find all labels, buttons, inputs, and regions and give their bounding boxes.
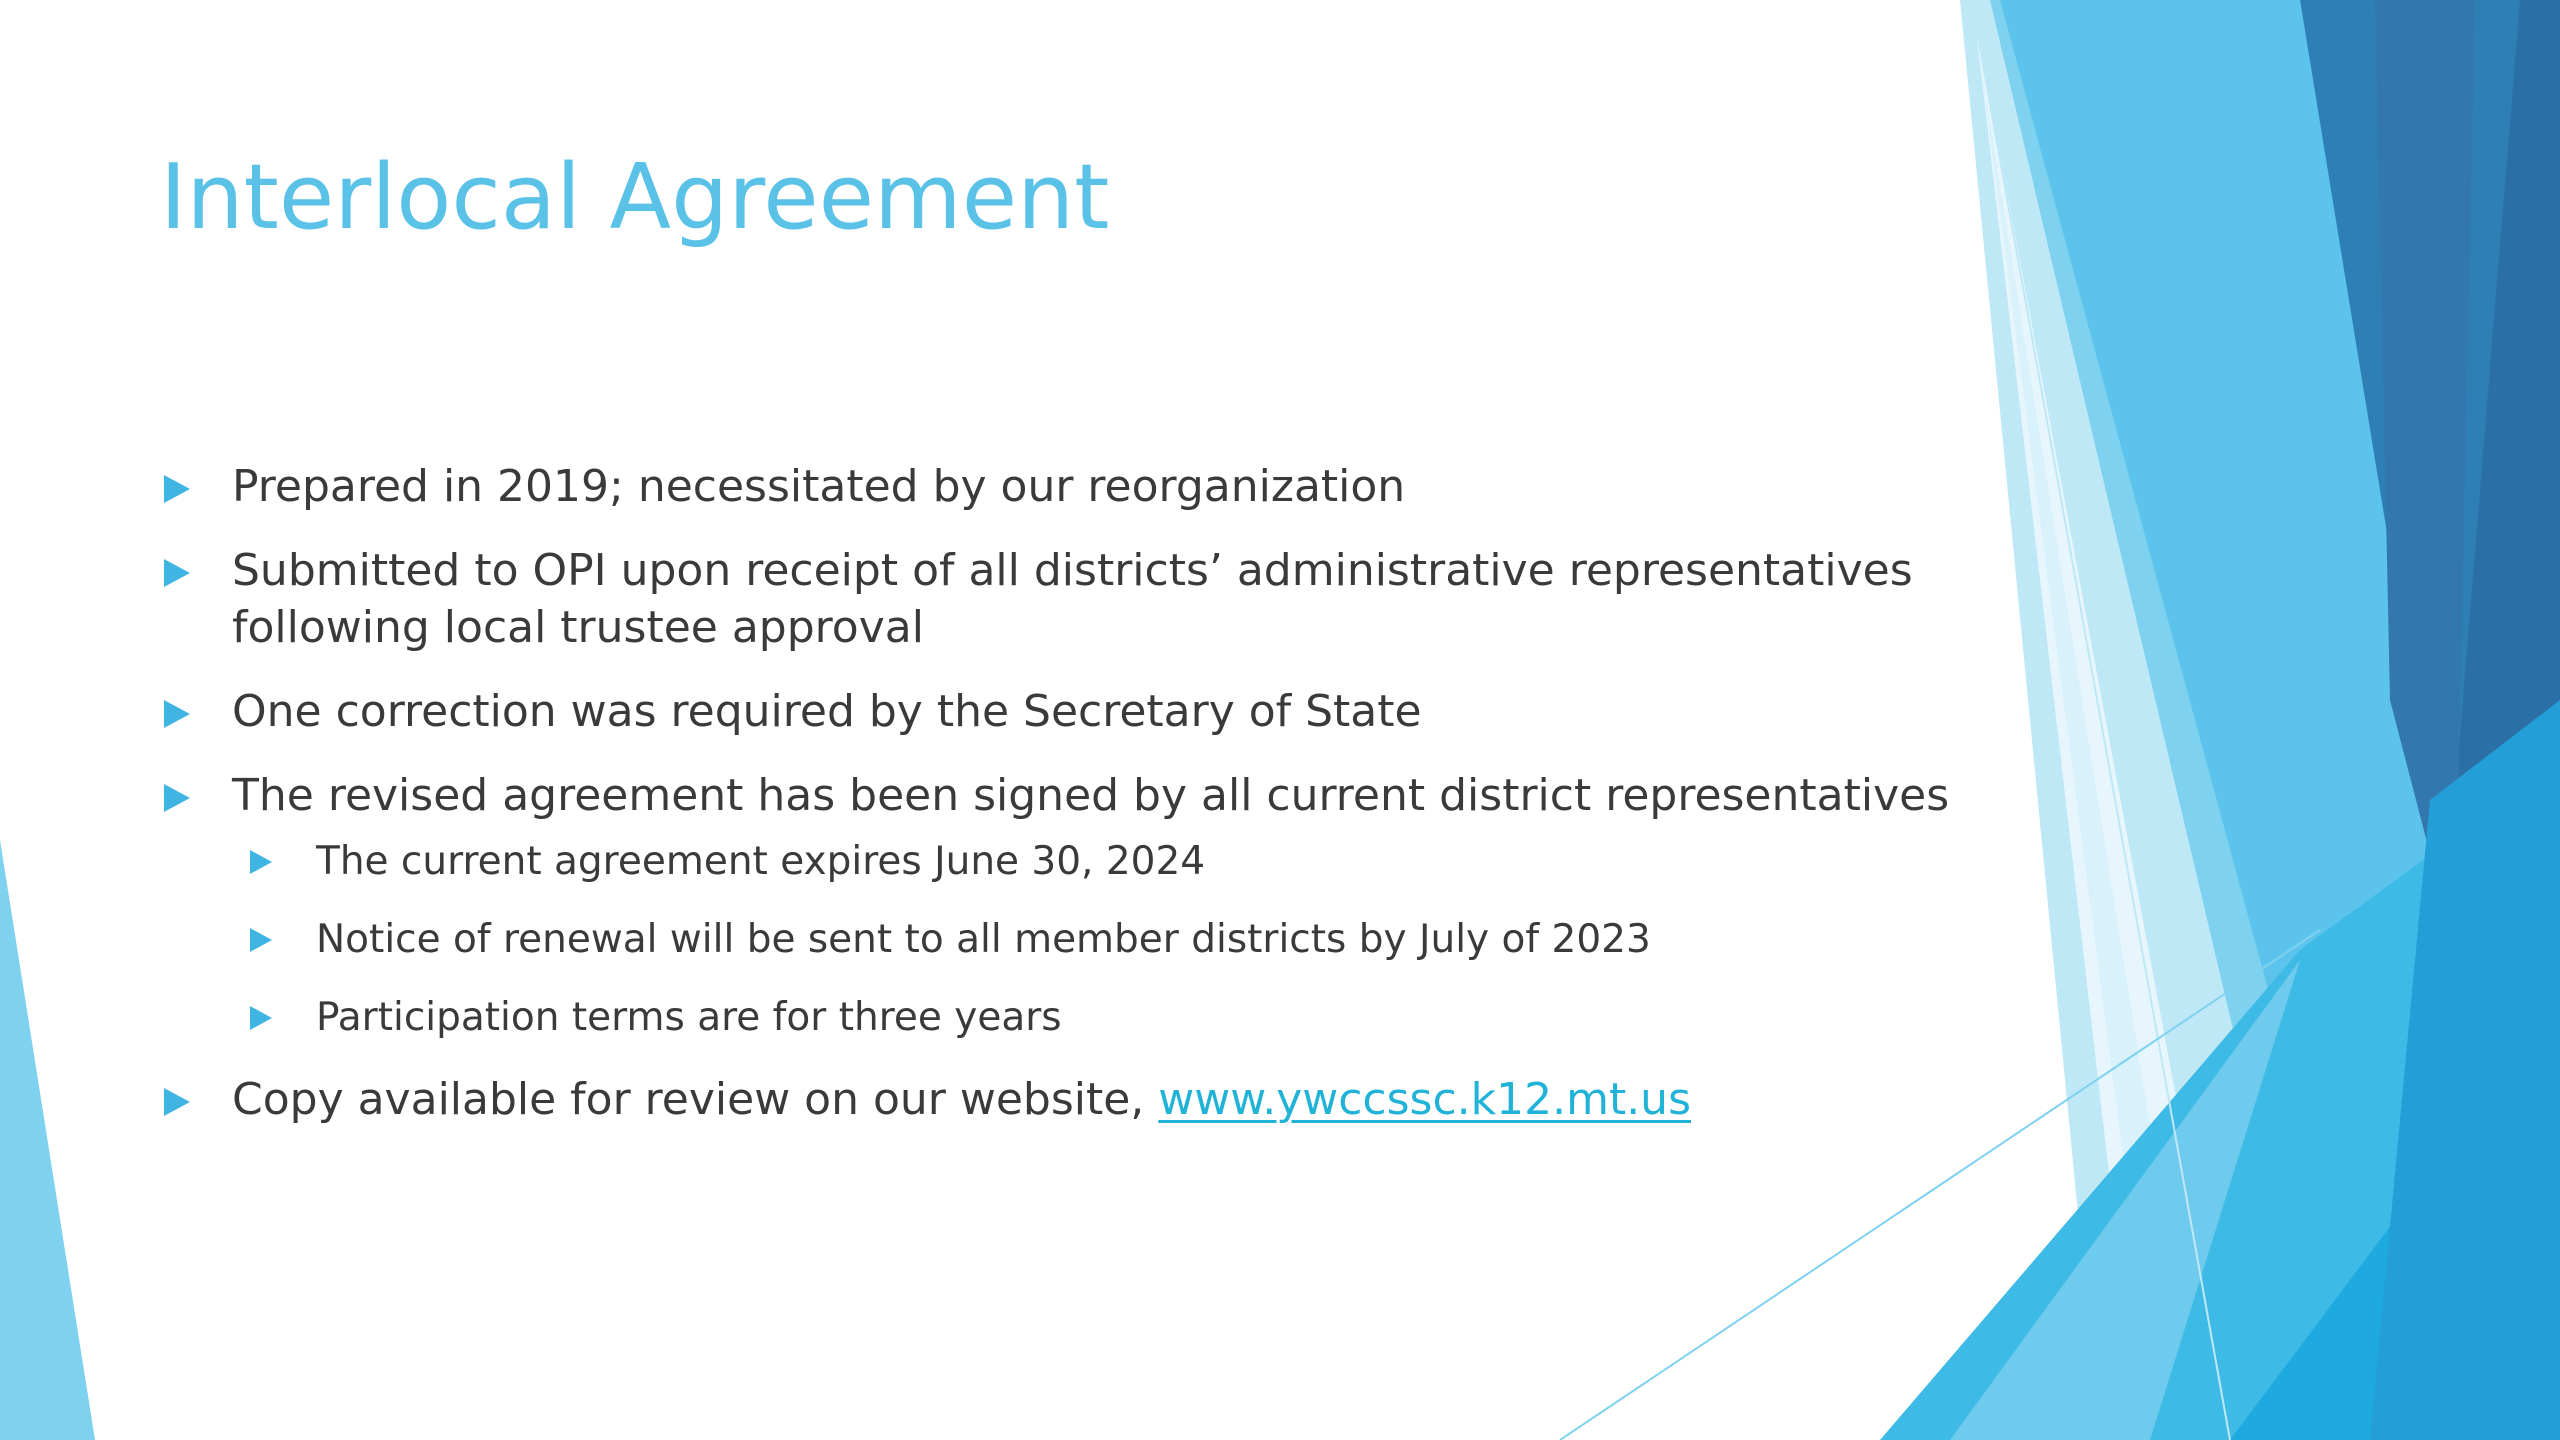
triangle-bullet-icon	[250, 1006, 272, 1030]
bullet-item	[160, 542, 1960, 656]
bullet-item	[160, 1071, 1960, 1128]
triangle-bullet-icon	[250, 850, 272, 874]
bullet-text: Submitted to OPI upon receipt of all districts’ administrative representatives following local trustee approval	[232, 545, 1913, 653]
left-edge-shape	[0, 840, 95, 1440]
triangle-bullet-icon	[164, 784, 190, 812]
slide-title: Interlocal Agreement	[160, 145, 1110, 250]
bullet-text: The revised agreement has been signed by all current district representatives	[232, 770, 1950, 821]
bullet-item	[160, 767, 1960, 1044]
website-link[interactable]: www.ywccssc.k12.mt.us	[1158, 1074, 1691, 1125]
bullet-text: Copy available for review on our website,	[232, 1074, 1159, 1125]
sub-bullet-text: The current agreement expires June 30, 2024	[316, 839, 1206, 884]
sub-bullet-text: Participation terms are for three years	[316, 995, 1062, 1040]
sub-bullet-item	[244, 992, 1960, 1044]
bullet-text: One correction was required by the Secretary of State	[232, 686, 1422, 737]
bullet-item	[160, 458, 1960, 515]
bullet-list	[160, 458, 1960, 1155]
sub-bullet-item	[244, 836, 1960, 888]
triangle-bullet-icon	[164, 1088, 190, 1116]
bullet-text: Prepared in 2019; necessitated by our reorganization	[232, 461, 1406, 512]
triangle-bullet-icon	[164, 475, 190, 503]
sub-bullet-text: Notice of renewal will be sent to all member districts by July of 2023	[316, 917, 1651, 962]
triangle-bullet-icon	[164, 559, 190, 587]
sub-bullet-item	[244, 914, 1960, 966]
triangle-bullet-icon	[250, 928, 272, 952]
sub-bullet-list	[232, 836, 1960, 1044]
triangle-bullet-icon	[164, 700, 190, 728]
bullet-item	[160, 683, 1960, 740]
